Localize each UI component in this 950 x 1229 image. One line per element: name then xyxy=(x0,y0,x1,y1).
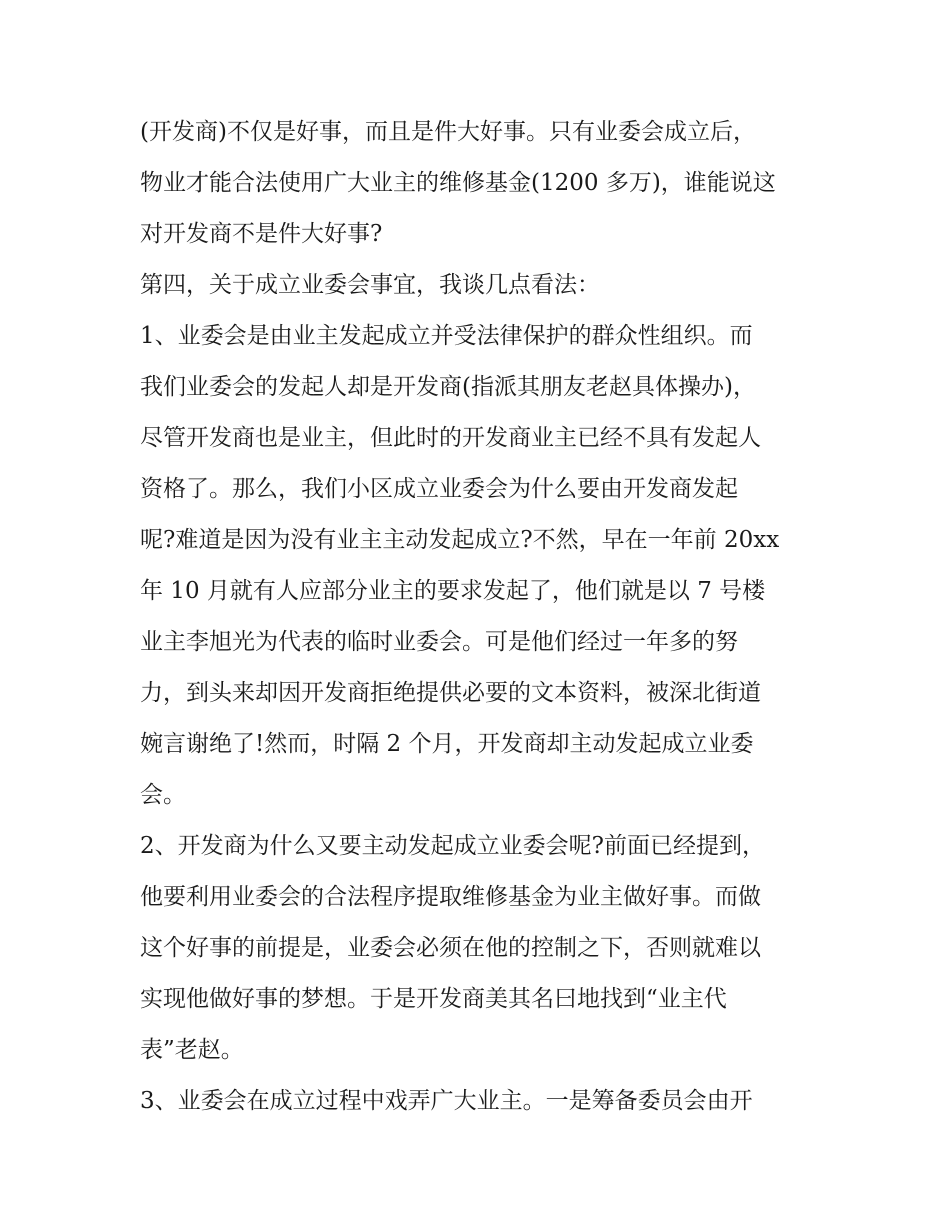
text-line: 呢?难道是因为没有业主主动发起成立?不然，早在一年前 20xx xyxy=(140,527,780,553)
text-line: 他要利用业委会的合法程序提取维修基金为业主做好事。而做 xyxy=(140,884,761,910)
text-line: 会。 xyxy=(140,782,186,808)
text-line: 力，到头来却因开发商拒绝提供必要的文本资料，被深北街道 xyxy=(140,680,761,706)
text-line: 对开发商不是件大好事? xyxy=(140,221,383,247)
text-line: 资格了。那么，我们小区成立业委会为什么要由开发商发起 xyxy=(140,476,738,502)
section-heading: 第四，关于成立业委会事宜，我谈几点看法： xyxy=(140,272,600,298)
text-line: 我们业委会的发起人却是开发商(指派其朋友老赵具体操办)， xyxy=(140,374,756,400)
text-line: 实现他做好事的梦想。于是开发商美其名曰地找到“业主代 xyxy=(140,986,727,1012)
text-line: 尽管开发商也是业主，但此时的开发商业主已经不具有发起人 xyxy=(140,425,761,451)
text-line: 物业才能合法使用广大业主的维修基金(1200 多万)，谁能说这 xyxy=(140,170,776,196)
text-line: 3、业委会在成立过程中戏弄广大业主。一是筹备委员会由开 xyxy=(140,1088,753,1114)
text-line: 婉言谢绝了!然而，时隔 2 个月，开发商却主动发起成立业委 xyxy=(140,731,754,757)
text-line: 年 10 月就有人应部分业主的要求发起了，他们就是以 7 号楼 xyxy=(140,578,766,604)
text-line: (开发商)不仅是好事，而且是件大好事。只有业委会成立后， xyxy=(140,119,756,145)
text-line: 业主李旭光为代表的临时业委会。可是他们经过一年多的努 xyxy=(140,629,738,655)
text-line: 这个好事的前提是，业委会必须在他的控制之下，否则就难以 xyxy=(140,935,761,961)
text-line: 1、业委会是由业主发起成立并受法律保护的群众性组织。而 xyxy=(140,323,753,349)
document-body xyxy=(140,107,820,1127)
text-line: 2、开发商为什么又要主动发起成立业委会呢?前面已经提到， xyxy=(140,833,765,859)
text-line: 表”老赵。 xyxy=(140,1037,244,1063)
